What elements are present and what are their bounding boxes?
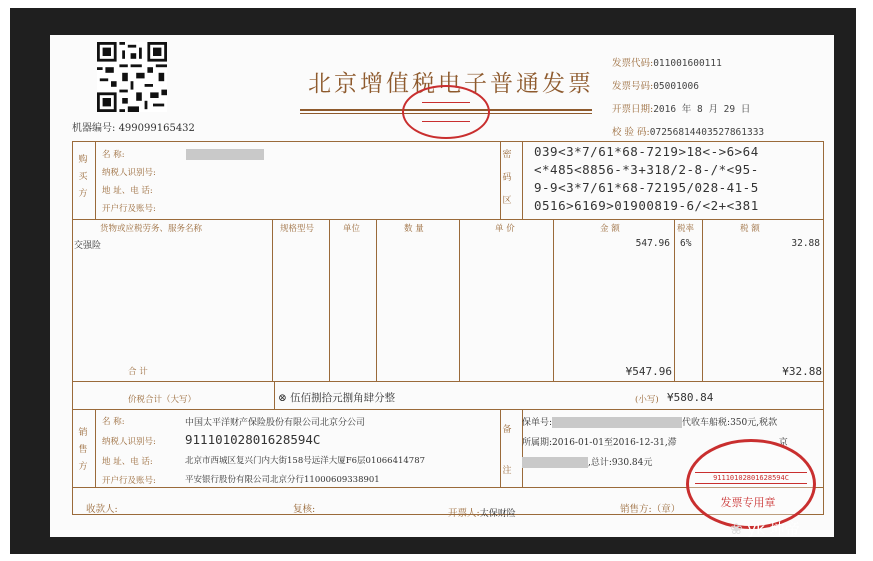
invoice-title: 北京增值税电子普通发票	[308, 71, 594, 97]
invoice-code	[612, 51, 722, 70]
buyer-name-redacted	[186, 149, 264, 160]
item-tax-rate: 6%	[680, 238, 692, 249]
cipher-line: 0516>6169>01900819-6/<2+<381	[534, 198, 759, 213]
invoice-number-value: 05001006	[653, 81, 699, 92]
total-uppercase	[278, 390, 395, 405]
reviewer-label: 复核:	[293, 504, 316, 515]
plate-redacted	[522, 457, 588, 468]
seal-text: 发票专用章	[720, 496, 776, 509]
seller-name: 中国太平洋财产保险股份有限公司北京分公司	[185, 418, 366, 428]
wechat-watermark	[730, 518, 800, 539]
seal-number: 91110102801628594C	[695, 472, 807, 484]
col-goods-header: 货物或应税劳务、服务名称	[100, 224, 203, 234]
payee-label: 收款人:	[86, 504, 118, 515]
item-name: 交强险	[74, 241, 102, 251]
col-amount-header: 金 额	[600, 224, 620, 234]
invoice-code-value: 011001600111	[653, 58, 722, 69]
seller-bank: 平安银行股份有限公司北京分行11000609338901	[185, 475, 380, 485]
issue-date	[612, 97, 750, 116]
machine-number-value: 499099165432	[118, 123, 195, 134]
remarks-side-label: 备 注	[502, 425, 512, 476]
drawer-value: 太保财险	[479, 509, 516, 519]
subtotal-tax: ¥32.88	[782, 365, 822, 378]
check-code	[612, 120, 764, 139]
invoice-number	[612, 74, 699, 93]
seller-address: 北京市西城区复兴门内大街158号远洋大厦F6层01066414787	[185, 456, 426, 466]
seller-address-label: 地 址、电 话:	[102, 457, 153, 467]
total-small-label: (小写)	[635, 395, 659, 405]
col-tax-header: 税 额	[740, 224, 760, 234]
issue-date-label: 开票日期:	[612, 104, 654, 115]
watermark-text: yk 坤帝	[747, 520, 800, 538]
col-qty-header: 数 量	[404, 224, 424, 234]
buyer-address-label: 地 址、电 话:	[102, 186, 153, 196]
screenshot-frame	[10, 8, 856, 554]
drawer-label: 开票人:	[448, 508, 480, 519]
buyer-bank-label: 开户行及账号:	[102, 204, 156, 214]
seller-side-label: 销 售 方	[78, 428, 88, 472]
remarks-line-1: 保单号: 代收车船税:350元,税款	[522, 418, 778, 428]
subtotal-label: 合 计	[128, 367, 148, 377]
policy-no-redacted	[552, 417, 682, 428]
cipher-line: <*485<8856-*3+318/2-8-/*<95-	[534, 162, 759, 177]
seller-seal-label: 销售方:（章）	[620, 504, 681, 515]
check-code-label: 校 验 码:	[612, 127, 650, 138]
drawer	[448, 501, 516, 520]
machine-number-label: 机器编号:	[72, 123, 116, 134]
invoice-number-label: 发票号码:	[612, 81, 654, 92]
remarks-line-3: ,总计:930.84元	[522, 455, 652, 468]
total-small-value: ¥580.84	[667, 391, 714, 404]
seller-name-label: 名 称:	[102, 417, 125, 427]
qr-code-icon	[94, 42, 170, 112]
total-uppercase-value: 伍佰捌拾元捌角肆分整	[290, 392, 396, 404]
cipher-line: 039<3*7/61*68-7219>18<->6>64	[534, 144, 759, 159]
wechat-icon: ❀	[730, 520, 743, 538]
tax-bureau-seal	[402, 85, 490, 139]
item-tax: 32.88	[791, 238, 820, 249]
invoice-seal	[686, 439, 816, 529]
seller-tax-id-label: 纳税人识别号:	[102, 437, 156, 447]
subtotal-amount: ¥547.96	[625, 365, 672, 378]
buyer-name-label: 名 称:	[102, 150, 125, 160]
remarks-line-2: 所属期:2016-01-01至2016-12-31,滞 京	[522, 438, 788, 448]
seller-bank-label: 开户行及账号:	[102, 476, 156, 486]
total-label: 价税合计（大写）	[128, 395, 197, 405]
circle-x-icon: ⊗	[278, 392, 287, 404]
col-unit-header: 单位	[343, 224, 361, 234]
invoice-code-label: 发票代码:	[612, 58, 654, 69]
machine-number	[72, 119, 195, 134]
issue-date-value: 2016 年 8 月 29 日	[653, 104, 751, 115]
col-tax-rate-header: 税率	[677, 224, 695, 234]
invoice-paper	[50, 35, 834, 537]
buyer-side-label: 购 买 方	[78, 155, 88, 199]
item-amount: 547.96	[635, 238, 670, 249]
check-code-value: 07256814403527861333	[649, 127, 765, 138]
col-price-header: 单 价	[495, 224, 515, 234]
cipher-side-label: 密 码 区	[502, 150, 512, 206]
seller-tax-id: 91110102801628594C	[185, 432, 321, 447]
col-spec-header: 规格型号	[280, 224, 315, 234]
cipher-line: 9-9<3*7/61*68-72195/028-41-5	[534, 180, 759, 195]
buyer-tax-id-label: 纳税人识别号:	[102, 168, 156, 178]
